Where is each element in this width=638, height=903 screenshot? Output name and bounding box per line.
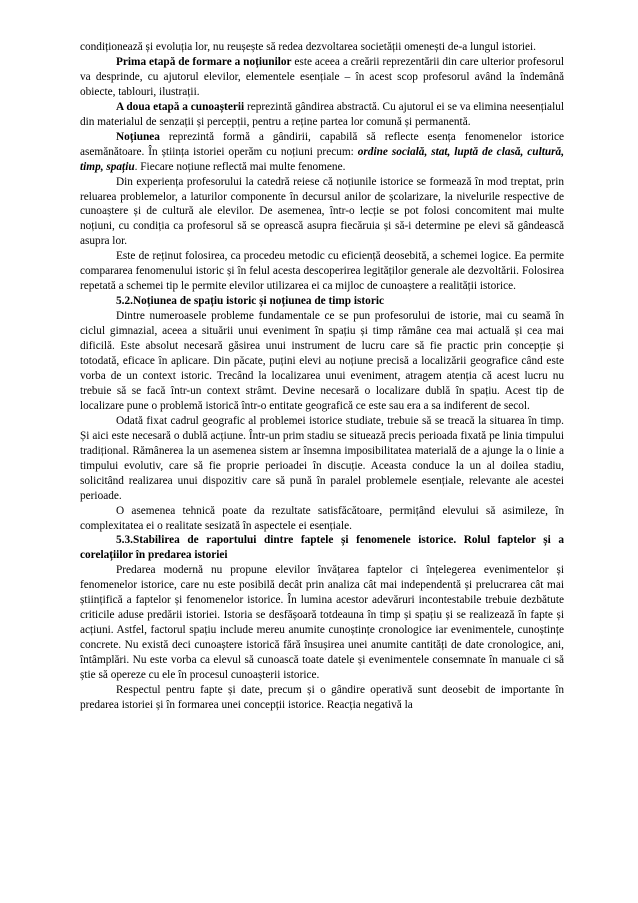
term-notion: Noțiunea [116, 130, 160, 143]
paragraph-first-stage: Prima etapă de formare a noțiunilor este aceea a creării reprezentării din care ulterior profesorul va desprinde, cu ajutorul elevilor, elementele esențiale – în acest scop profesorul având la îndemână obiecte, tablouri, ilustrații. [80, 55, 564, 98]
paragraph-space: Dintre numeroasele probleme fundamentale ce se pun profesorului de istorie, mai cu seamă în ciclul gimnazial, aceea a situării unui eveniment în spațiu și timp rămâne cea mai actuală și cea mai dificilă. Este absolut necesară găsirea unui instrument de lucru care să fie practic prin concepție și totodată, eficace în aplicare. Din păcate, puțini elevi au noțiune precisă a localizării geografice când este vorba de un context istoric. Trecând la localizarea unui eveniment, atragem atenția că acest lucru nu trebuie să se facă într-un context strâmt. Devine necesară o localizare dublă în spațiu. Acest tip de localizare pune o problemă istorică într-o entitate geografică ce este sau era a sa indiferent de secol. [80, 310, 564, 412]
paragraph-intro: condiționează și evoluția lor, nu reușește să redea dezvoltarea societății omenești de-a lungul istoriei. [80, 41, 536, 53]
paragraph-time: Odată fixat cadrul geografic al problemei istorice studiate, trebuie să se treacă la situarea în timp. Și aici este necesară o dublă acțiune. Într-un prim stadiu se situează precis perioada fixată pe linia timpului tradițional. Rămânerea la un asemenea sistem ar însemna imposibilitatea materială de a ajunge la o linie a timpului evolutiv, care să fie proprie perioadei în discuție. Aceasta conduce la un al doilea stadiu, solicitând realizarea unui dispozitiv care să pună în paralel problemele esențiale, relevante ale acestei perioade. [80, 414, 564, 502]
term-first-stage: Prima etapă de formare a noțiunilor [116, 55, 292, 68]
paragraph-notion: Noțiunea reprezintă formă a gândirii, capabilă să reflecte esența fenomenelor istorice asemănătoare. În știința istoriei operăm cu noțiuni precum: ordine socială, stat, luptă de clasă, cultură, timp, spațiu. Fiecare noțiune reflectă mai multe fenomene. [80, 130, 565, 173]
paragraph-experience: Din experiența profesorului la catedră reiese că noțiunile istorice se formează în mod treptat, prin reluarea problemelor, a laturilor componente în decursul anilor de școlarizare, la nivelurile respective de cunoaștere și de cultură ale elevilor. De asemenea, într-o lecție se pot folosi concomitent mai multe noțiuni, cu condiția ca profesorul să se oprească asupra fiecăruia și să-i determine pe elevi să gândească asupra lor. [80, 175, 564, 248]
section-heading-5-2: 5.2.Noțiunea de spațiu istoric și noțiunea de timp istoric [116, 295, 384, 308]
paragraph-respect-facts: Respectul pentru fapte și date, precum și o gândire operativă sunt deosebit de importante în predarea istoriei și în formarea unei concepții istorice. Reacția negativă la [80, 683, 564, 711]
term-second-stage: A doua etapă a cunoașterii [116, 100, 245, 113]
notion-examples: ordine socială, stat, luptă de clasă, cultură, timp, spațiu [80, 145, 565, 173]
paragraph-second-stage: A doua etapă a cunoașterii reprezintă gândirea abstractă. Cu ajutorul ei se va elimina neesențialul din materialul de senzații și percepții, pentru a reține partea lor comună și permanentă. [80, 100, 564, 128]
paragraph-technique: O asemenea tehnică poate da rezultate satisfăcătoare, permițând elevului să asimileze, în complexitatea ei o realitate sesizată în aspectele ei esențiale. [80, 504, 564, 532]
paragraph-logic-scheme: Este de reținut folosirea, ca procedeu metodic cu eficiență deosebită, a schemei logice. Ea permite compararea fenomenului istoric și în felul acesta descoperirea legităților generale ale dezvoltării. Folosirea repetată a schemei tip le permite elevilor utilizarea ei ca mijloc de cunoaștere a realității istorice. [80, 250, 564, 293]
paragraph-modern-teaching: Predarea modernă nu propune elevilor învățarea faptelor ci înțelegerea evenimentelor și fenomenelor istorice, care nu este posibilă decât prin analiza cât mai independentă și prelucrarea cât mai științifică a faptelor și fenomenelor istorice. În lumina acestor adevăruri incontestabile trebuie dezbătute criticile aduse predării istoriei. Istoria se desfășoară totdeauna în timp și spațiu și se realizează în fapte și acțiuni. Astfel, factorul spațiu include mereu anumite cunoștințe cronologice iar evenimentele, cunoștințe concrete. Nu există deci cunoaștere istorică fără însușirea unei anumite cantități de date cronologice, ani, întâmplări. Nu este vorba ca elevul să cunoască toate datele și evenimentele consemnate în manuale ci să știe să opereze cu ele în procesul cunoașterii istorice. [80, 564, 564, 682]
document-page [80, 40, 564, 713]
section-heading-5-3: 5.3.Stabilirea de raportului dintre faptele și fenomenele istorice. Rolul faptelor și a corelațiilor în predarea istoriei [80, 534, 564, 562]
